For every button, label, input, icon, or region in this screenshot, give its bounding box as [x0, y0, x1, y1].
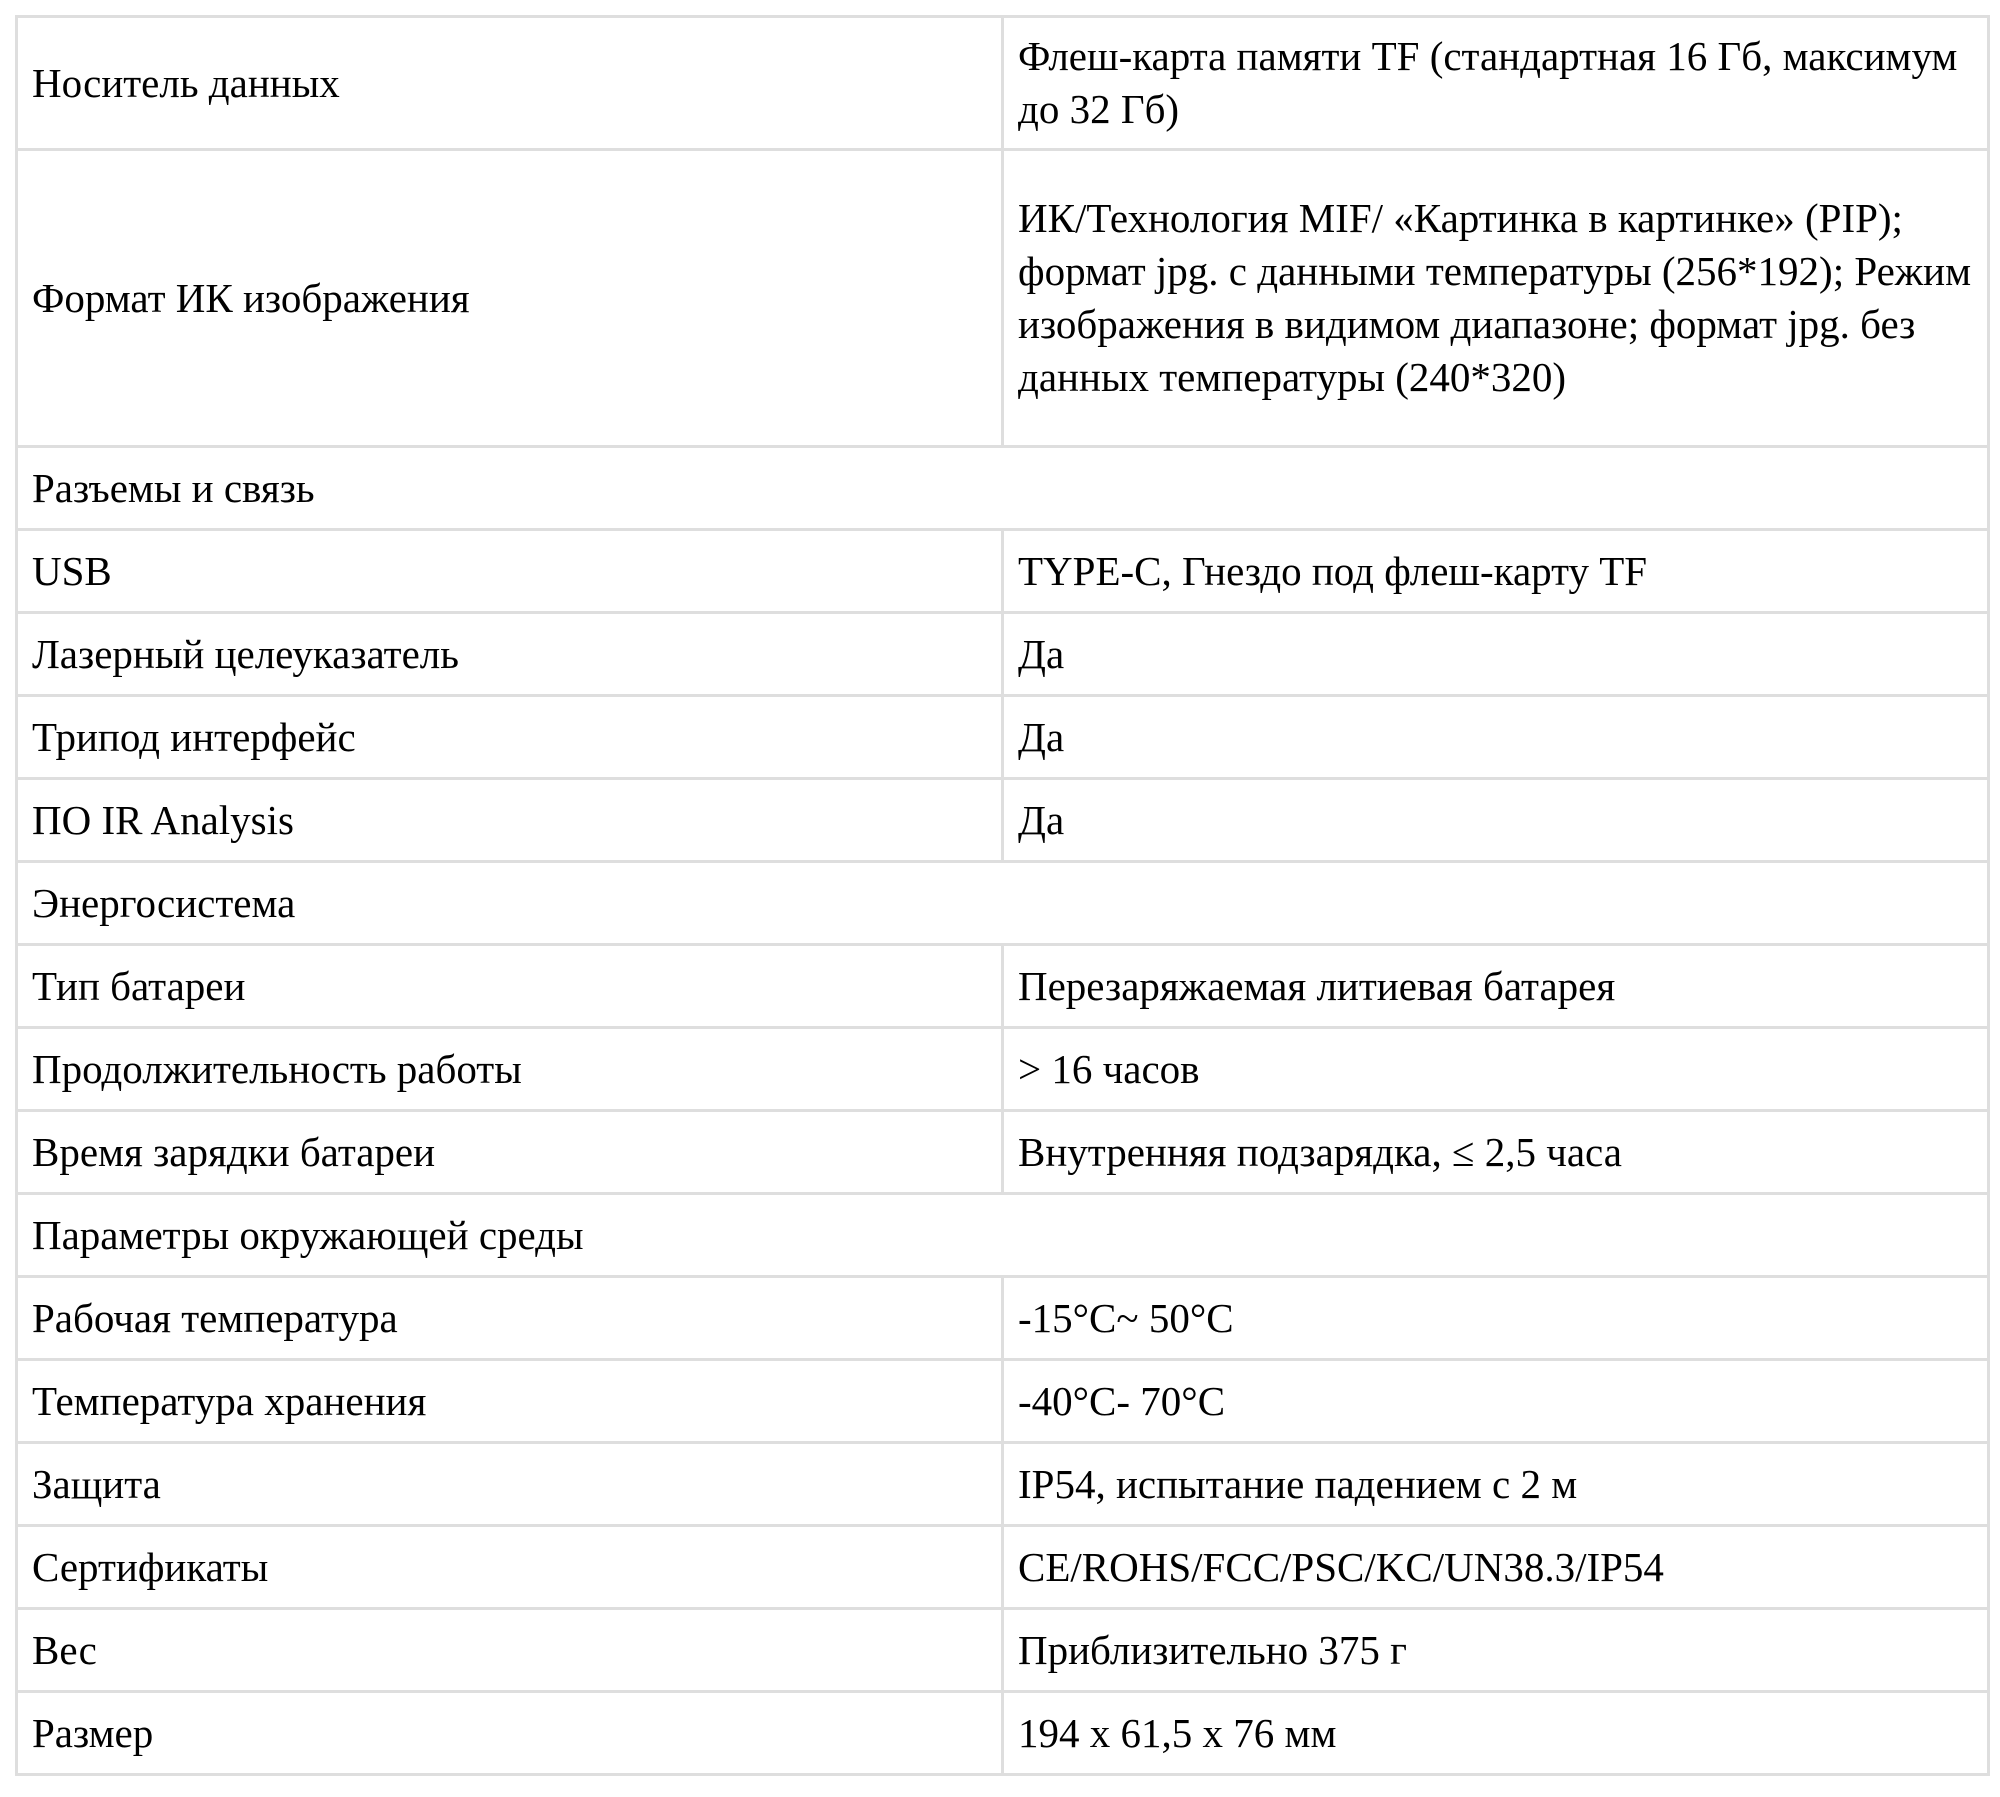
table-row — [17, 1028, 1989, 1111]
spec-label: Температура хранения — [17, 1360, 1003, 1443]
spec-label: Формат ИК изображения — [17, 150, 1003, 447]
spec-value: Да — [1003, 696, 1989, 779]
spec-label: Сертификаты — [17, 1526, 1003, 1609]
spec-value: Перезаряжаемая литиевая батарея — [1003, 945, 1989, 1028]
spec-label: Защита — [17, 1443, 1003, 1526]
spec-label: Носитель данных — [17, 17, 1003, 150]
spec-label: Время зарядки батареи — [17, 1111, 1003, 1194]
spec-value: Да — [1003, 613, 1989, 696]
spec-label: Размер — [17, 1692, 1003, 1775]
spec-label: Лазерный целеуказатель — [17, 613, 1003, 696]
spec-label: Продолжительность работы — [17, 1028, 1003, 1111]
spec-value: 194 x 61,5 x 76 мм — [1003, 1692, 1989, 1775]
spec-value: -15°C~ 50°C — [1003, 1277, 1989, 1360]
section-header-row — [17, 1194, 1989, 1277]
spec-value: Да — [1003, 779, 1989, 862]
section-title: Параметры окружающей среды — [17, 1194, 1989, 1277]
spec-label: ПО IR Analysis — [17, 779, 1003, 862]
table-row — [17, 1111, 1989, 1194]
spec-value: Флеш-карта памяти TF (стандартная 16 Гб, максимум до 32 Гб) — [1003, 17, 1989, 150]
table-row — [17, 1277, 1989, 1360]
table-row — [17, 779, 1989, 862]
spec-label: Рабочая температура — [17, 1277, 1003, 1360]
section-header-row — [17, 447, 1989, 530]
spec-value: TYPE-C, Гнездо под флеш-карту TF — [1003, 530, 1989, 613]
table-row — [17, 530, 1989, 613]
table-row — [17, 613, 1989, 696]
table-row — [17, 1443, 1989, 1526]
table-row — [17, 1609, 1989, 1692]
spec-label: Тип батареи — [17, 945, 1003, 1028]
spec-value: > 16 часов — [1003, 1028, 1989, 1111]
spec-label: Трипод интерфейс — [17, 696, 1003, 779]
table-row — [17, 150, 1989, 447]
table-row — [17, 17, 1989, 150]
section-title: Энергосистема — [17, 862, 1989, 945]
spec-value: ИК/Технология MIF/ «Картинка в картинке» (PIP); формат jpg. с данными температуры (256*192); Режим изображения в видимом диапазоне; формат jpg. без данных температуры (240*320) — [1003, 150, 1989, 447]
table-row — [17, 1360, 1989, 1443]
specifications-table — [15, 15, 1990, 1776]
spec-value: Внутренняя подзарядка, ≤ 2,5 часа — [1003, 1111, 1989, 1194]
table-row — [17, 1526, 1989, 1609]
table-row — [17, 696, 1989, 779]
spec-value: IP54, испытание падением с 2 м — [1003, 1443, 1989, 1526]
spec-label: USB — [17, 530, 1003, 613]
table-row — [17, 1692, 1989, 1775]
section-header-row — [17, 862, 1989, 945]
table-row — [17, 945, 1989, 1028]
section-title: Разъемы и связь — [17, 447, 1989, 530]
spec-value: Приблизительно 375 г — [1003, 1609, 1989, 1692]
spec-value: CE/ROHS/FCC/PSC/KC/UN38.3/IP54 — [1003, 1526, 1989, 1609]
spec-value: -40°C- 70°C — [1003, 1360, 1989, 1443]
spec-label: Вес — [17, 1609, 1003, 1692]
